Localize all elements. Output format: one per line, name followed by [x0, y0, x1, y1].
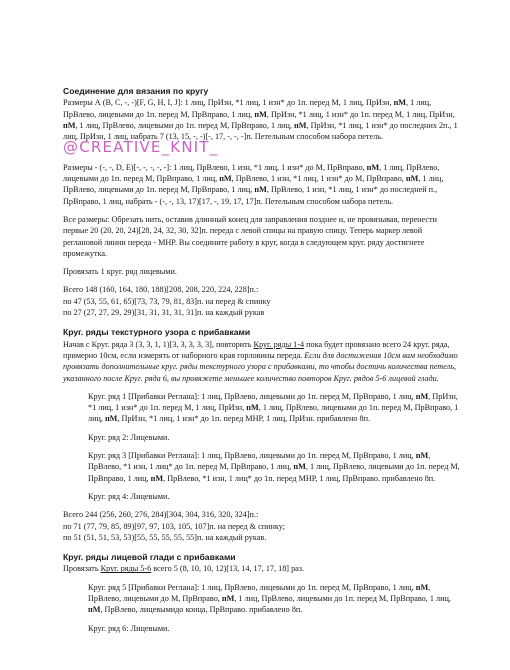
round-1: Круг. ряд 1 [Прибавки Реглана]: 1 лиц, ПрВлево, лицевыми до 1п. перед М, ПрВправо, 1 лиц, пМ, ПрИзн, *1 лиц, 1 изн* до 1п. перед М, 1 лиц, ПрИзн, пМ, 1 лиц, ПрВлево, лицевыми до 1п. перед М, ПрВправо, 1 лиц, пМ, ПрИзн, *1 лиц, 1 изн* до 1п. перед МНР, 1 лиц, ПрИзн. прибавлено 8п. [88, 391, 459, 424]
rounds-reference-link[interactable]: Круг. ряды 5-6 [100, 564, 152, 574]
stitch-total: Всего 148 (160, 164, 180, 188)[208, 208, 220, 224, 228]п.: [63, 285, 259, 295]
section-heading-stockinette: Круг. ряды лицевой глади с прибавками [63, 552, 236, 563]
document-page [63, 86, 463, 634]
stitch-total: Всего 244 (256, 260, 276, 284)[304, 304, 316, 320, 324]п.: [63, 510, 259, 520]
round-5: Круг. ряд 5 [Прибавки Реглана]: 1 лиц, ПрВлево, лицевыми до 1п. перед М, ПрВправо, 1 лиц, пМ, ПрВлево, лицевыми до М, ПрВправо, пМ, 1 лиц, ПрВлево, лицевыми до 1п. перед М, ПрВправо, 1 лиц, пМ, ПрВлево, лицевымидо конца, ПрВправо. прибавлено 8п. [88, 582, 451, 615]
paragraph-sizes-a: Размеры А (B, C, -, -)[F, G, H, I, J]: 1 лиц, ПрИзн, *1 лиц, 1 изн* до 1п. перед М, 1 лиц, ПрИзн, пМ, 1 лиц, ПрВлево, лицевыми до 1п. перед М, ПрВправо, 1 лиц, пМ, ПрИзн, *1 лиц, 1 изн* до 1п. перед М, 1 лиц, ПрИзн, пМ, 1 лиц, ПрВлево, лицевыми до 1п. перед М, ПрВправо, 1 лиц, пМ, ПрИзн, *1 лиц, 1 изн* до последних 2п., 1 лиц, ПрИзн, 1 лиц, набрать 7 (13, 15, -, -)[-, 17, -, -, -]п. Петельным способом набора петель. @CREATIVE_KNIT_ [63, 98, 458, 157]
round-2: Круг. ряд 2: Лицевыми. [88, 432, 170, 442]
round-3: Круг. ряд 3 [Прибавки Реглана]: 1 лиц, ПрВлево, лицевыми до 1п. перед М, ПрВправо, 1 лиц, пМ, ПрВлево, *1 изн, 1 лиц* до 1п. перед М, ПрВправо, 1 лиц, пМ, 1 лиц, ПрВлево, лицевыми до 1п. перед М, ПрВправо, 1 лиц, пМ, ПрВлево, *1 изн, 1 лиц* до 1п. перед МНР, 1 лиц, ПрВправо. прибавлено 8п. [88, 451, 460, 483]
paragraph-texture-intro: Начав с Круг. ряда 3 (3, 3, 1, 1)[3, 3, 3, 3, 3], повторить Круг. ряды 1-4 пока будет провязано всего 24 круг. ряда, примерно 10см, если измерять от наборного края горловины переда. Если для достижения 10см вам необходимо провязать дополнительные круг. ряды текстурного узора с прибавками, то чтобы достичь количества петель, указанного после Круг. ряда 6, вы провяжете меньшее количество повторов Круг. рядов 5-6 лицевой глади. [63, 339, 458, 383]
round-6: Круг. ряд 6: Лицевыми. [88, 623, 170, 633]
watermark: @CREATIVE_KNIT_ [63, 138, 219, 157]
section-heading-join: Соединение для вязания по кругу [63, 86, 209, 96]
paragraph-stockinette-intro: Провязать Круг. ряды 5-6 всего 5 (8, 10, 10, 12)[13, 14, 17, 17, 18] раз. [63, 564, 305, 574]
stitch-count-sleeve: по 27 (27, 27, 29, 29)[31, 31, 31, 31, 31]п. на каждый рукав [63, 308, 265, 318]
round-4: Круг. ряд 4: Лицевыми. [88, 491, 170, 501]
paragraph-all-sizes: Все размеры: Обрезать нить, оставив длинный конец для заправления позднее и, не провязывая, перенести первые 20 (20, 20, 24)[28, 24, 32, 30, 32]п. переда с левой спицы на правую спицу. Теперь маркер левой реглановой линии переда - МНР. Вы соедините работу в круг, когда в следующем круг. ряду достигнете промежутка. [63, 214, 437, 258]
stitch-count-sleeve: по 51 (51, 51, 53, 53)[55, 55, 55, 55, 55]п. на каждый рукав. [63, 532, 267, 542]
stitch-count-front-back: по 47 (53, 55, 61, 65)[73, 73, 79, 81, 83]п. на перед & спинку [63, 296, 271, 306]
stitch-count-front-back: по 71 (77, 79, 85, 89)[97, 97, 103, 105, 107]п. на перед & спинку; [63, 521, 285, 531]
section-heading-texture: Круг. ряды текстурного узора с прибавками [63, 327, 251, 338]
paragraph-knit-round: Провязать 1 круг. ряд лицевыми. [63, 267, 177, 277]
rounds-reference-link[interactable]: Круг. ряды 1-4 [253, 339, 305, 349]
paragraph-sizes-b: Размеры - (-, -, D, E)[-, -, -, -, -]: 1 лиц, ПрВлево, 1 изн, *1 лиц, 1 изн* до М, ПрВправо, пМ, 1 лиц, ПрВлево, лицевыми до 1п. перед М, ПрВправо, 1 лиц, пМ, ПрВлево, 1 изн, *1 лиц, 1 изн* до М, ПрВправо, пМ, 1 лиц, ПрВлево, лицевыми до 1п. перед М, ПрВправо, 1 лиц, пМ, ПрВлево, 1 изн, *1 лиц, 1 изн* до последней п., ПрВправо, 1 лиц, набрать - (-, -, 13, 17)[17, -, 19, 17, 17]п. Петельным способом набора петель. [63, 162, 444, 206]
